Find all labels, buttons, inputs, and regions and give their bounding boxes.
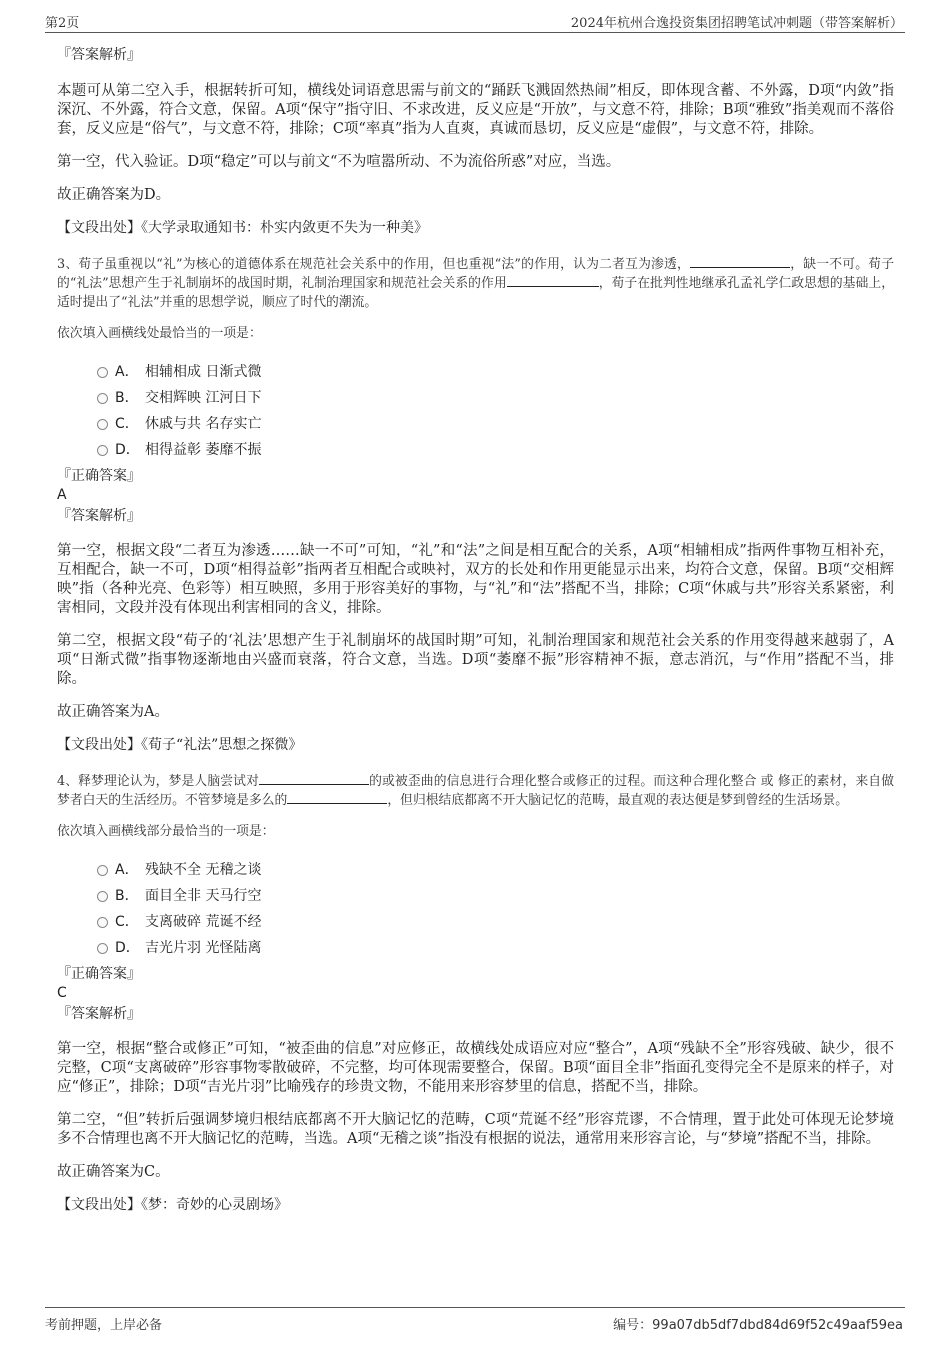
radio-icon[interactable] xyxy=(97,891,108,902)
page-header xyxy=(45,10,905,33)
radio-icon[interactable] xyxy=(97,367,108,378)
document-title: 2024年杭州合逸投资集团招聘笔试冲刺题（带答案解析） xyxy=(570,16,903,31)
option-c[interactable]: C． 休戚与共 名存实亡 xyxy=(97,411,894,437)
analysis-label: 『答案解析』 xyxy=(57,508,141,524)
answer-blank xyxy=(287,791,387,804)
radio-icon[interactable] xyxy=(97,943,108,954)
answer-label: 『正确答案』 xyxy=(57,468,141,484)
analysis-paragraph: 第二空，“但”转折后强调梦境归根结底都离不开大脑记忆的范畴，C项“荒诞不经”形容荒谬，不合情理，置于此处可体现无论梦境多不合情理也离不开大脑记忆的范畴，当选。A项“无稽之谈”指没有根据的说法，通常用来形容言论，与“梦境”搭配不当，排除。 xyxy=(57,1112,894,1147)
option-d[interactable]: D． 吉光片羽 光怪陆离 xyxy=(97,935,894,961)
answer-blank xyxy=(690,255,790,268)
option-list xyxy=(57,857,894,961)
option-a[interactable]: A． 相辅相成 日渐式微 xyxy=(97,359,894,385)
page-number: 第2页 xyxy=(45,16,80,31)
analysis-paragraph: 第一空，代入验证。D项“稳定”可以与前文“不为喧嚣所动、不为流俗所惑”对应，当选。 xyxy=(57,154,621,170)
source-citation: 【文段出处】《大学录取通知书：朴实内敛更不失为一种美》 xyxy=(57,220,428,236)
option-b[interactable]: B． 交相辉映 江河日下 xyxy=(97,385,894,411)
analysis-paragraph: 第二空，根据文段“荀子的‘礼法’思想产生于礼制崩坏的战国时期”可知，礼制治理国家和规范社会关系的作用变得越来越弱了，A项“日渐式微”指事物逐渐地由兴盛而衰落，符合文意，当选。D项“萎靡不振”形容精神不振，意志消沉，与“作用”搭配不当，排除。 xyxy=(57,633,894,687)
answer-blank xyxy=(507,274,599,287)
source-citation: 【文段出处】《梦：奇妙的心灵剧场》 xyxy=(57,1197,288,1213)
answer-statement: 故正确答案为D。 xyxy=(57,187,171,203)
correct-answer: A xyxy=(57,487,67,503)
analysis-label: 『答案解析』 xyxy=(57,47,141,63)
question-text: 4、释梦理论认为，梦是人脑尝试对 的或被歪曲的信息进行合理化整合或修正的过程。而这种合理化整合 或 修正的素材，来自做梦者白天的生活经历。不管梦境是多么的 ，但归根结底都离不开大脑记忆的范畴，最直观的表达便是梦到曾经的生活场景。 xyxy=(57,774,894,808)
page-footer xyxy=(45,1307,905,1332)
answer-statement: 故正确答案为A。 xyxy=(57,704,169,720)
radio-icon[interactable] xyxy=(97,445,108,456)
radio-icon[interactable] xyxy=(97,419,108,430)
question-text: 3、荀子虽重视以“礼”为核心的道德体系在规范社会关系中的作用，但也重视“法”的作用，认为二者互为渗透， ，缺一不可。荀子的“礼法”思想产生于礼制崩坏的战国时期，礼制治理国家和规范社会关系的作用 ，荀子在批判性地继承孔孟礼学仁政思想的基础上，适时提出了“礼法”并重的思想学说，顺应了时代的潮流。 xyxy=(57,257,894,310)
radio-icon[interactable] xyxy=(97,393,108,404)
analysis-paragraph: 第一空，根据“整合或修正”可知，“被歪曲的信息”对应修正，故横线处成语应对应“整合”，A项“残缺不全”形容残破、缺少，很不完整，C项“支离破碎”形容事物零散破碎，不完整，均可体现需要整合，保留。B项“面目全非”指面孔变得完全不是原来的样子，对应“修正”，排除；D项“吉光片羽”比喻残存的珍贵文物，不能用来形容梦里的信息，搭配不当，排除。 xyxy=(57,1041,894,1095)
question-2-analysis xyxy=(57,46,894,238)
page-content xyxy=(57,44,894,1299)
analysis-paragraph: 本题可从第二空入手，根据转折可知，横线处词语意思需与前文的“踊跃飞溅固然热闹”相反，即体现含蓄、不外露，D项“内敛”指深沉、不外露，符合文意，保留。A项“保守”指守旧、不求改进，反义应是“开放”，与文意不符，排除；B项“雅致”指美观而不落俗套，反义应是“俗气”，与文意不符，排除；C项“率真”指为人直爽，真诚而恳切，反义应是“虚假”，与文意不符，排除。 xyxy=(57,83,894,137)
answer-statement: 故正确答案为C。 xyxy=(57,1164,170,1180)
option-d[interactable]: D． 相得益彰 萎靡不振 xyxy=(97,437,894,463)
source-citation: 【文段出处】《荀子“礼法”思想之探微》 xyxy=(57,737,303,753)
radio-icon[interactable] xyxy=(97,917,108,928)
analysis-label: 『答案解析』 xyxy=(57,1006,141,1022)
option-list xyxy=(57,359,894,463)
footer-slogan: 考前押题，上岸必备 xyxy=(45,1318,163,1333)
question-3 xyxy=(57,255,894,755)
document-code: 编号：99a07db5df7dbd84d69f52c49aaf59ea xyxy=(613,1318,903,1333)
question-instruction: 依次填入画横线部分最恰当的一项是： xyxy=(57,824,275,839)
analysis-paragraph: 第一空，根据文段“二者互为渗透……缺一不可”可知，“礼”和“法”之间是相互配合的关系，A项“相辅相成”指两件事物互相补充，互相配合，缺一不可，D项“相得益彰”指两者互相配合或映衬，双方的长处和作用更能显示出来，均符合文意，保留。B项“交相辉映”指（各种光亮、色彩等）相互映照，多用于形容美好的事物，与“礼”和“法”搭配不当，排除；C项“休戚与共”形容关系紧密，利害相同，文段并没有体现出利害相同的含义，排除。 xyxy=(57,543,894,616)
option-a[interactable]: A． 残缺不全 无稽之谈 xyxy=(97,857,894,883)
question-instruction: 依次填入画横线处最恰当的一项是： xyxy=(57,326,262,341)
question-4 xyxy=(57,772,894,1215)
answer-blank xyxy=(259,772,369,785)
radio-icon[interactable] xyxy=(97,865,108,876)
option-c[interactable]: C． 支离破碎 荒诞不经 xyxy=(97,909,894,935)
answer-label: 『正确答案』 xyxy=(57,966,141,982)
correct-answer: C xyxy=(57,985,67,1001)
option-b[interactable]: B． 面目全非 天马行空 xyxy=(97,883,894,909)
